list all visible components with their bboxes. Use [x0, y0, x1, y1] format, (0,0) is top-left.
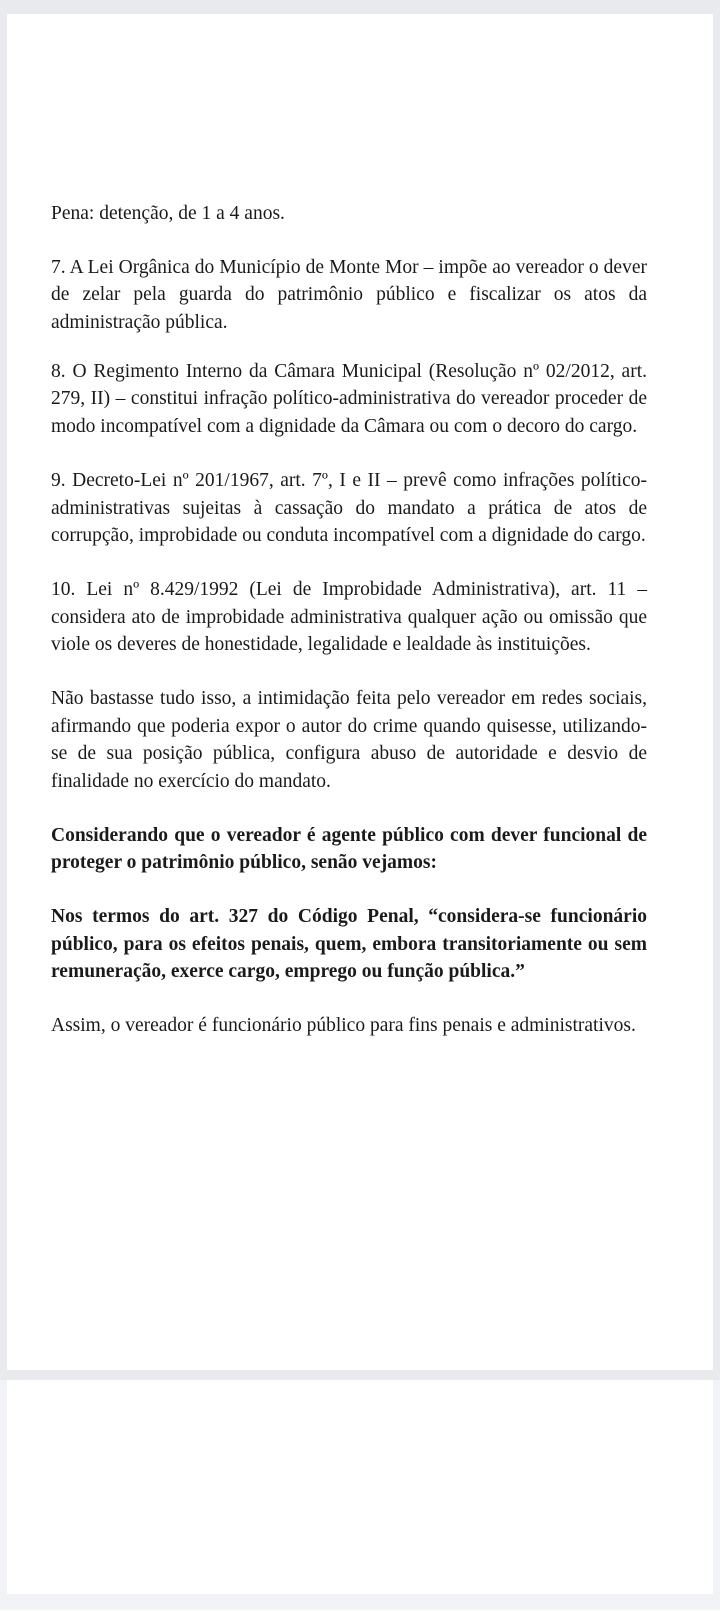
next-page-region [0, 1380, 720, 1610]
paragraph-item-7: 7. A Lei Orgânica do Município de Monte Mor – impõe ao vereador o dever de zelar pela guarda do patrimônio público e fiscalizar os atos da administração pública. [51, 256, 647, 334]
paragraph-item-9: 9. Decreto-Lei nº 201/1967, art. 7º, I e II – prevê como infrações político-administrativas sujeitas à cassação do mandato a prática de atos de corrupção, improbidade ou conduta incompatível com a dignidade do cargo. [51, 469, 647, 547]
page-separator [0, 1370, 720, 1380]
paragraph-conclusao: Assim, o vereador é funcionário público para fins penais e administrativos. [51, 1015, 636, 1037]
paragraph-item-8: 8. O Regimento Interno da Câmara Municipal (Resolução nº 02/2012, art. 279, II) – constitui infração político-administrativa do vereador proceder de modo incompatível com a dignidade da Câmara ou com o decoro do cargo. [51, 360, 647, 438]
paragraph-art-327: Nos termos do art. 327 do Código Penal, “considera-se funcionário público, para os efeitos penais, quem, embora transitoriamente ou sem remuneração, exerce cargo, emprego ou função pública.” [51, 906, 647, 983]
next-document-page [7, 1380, 713, 1594]
paragraph-intimidacao: Não bastasse tudo isso, a intimidação feita pelo vereador em redes sociais, afirmando que poderia expor o autor do crime quando quisesse, utilizando-se de sua posição pública, configura abuso de autoridade e desvio de finalidade no exercício do mandato. [51, 687, 647, 792]
paragraph-item-10: 10. Lei nº 8.429/1992 (Lei de Improbidade Administrativa), art. 11 – considera ato de improbidade administrativa qualquer ação ou omissão que viole os deveres de honestidade, legalidade e lealdade às instituições. [51, 578, 647, 656]
paragraph-considerando: Considerando que o vereador é agente público com dever funcional de proteger o patrimônio público, senão vejamos: [51, 824, 647, 874]
paragraph-pena: Pena: detenção, de 1 a 4 anos. [51, 203, 285, 224]
page-content [7, 14, 713, 1040]
viewer-top-gutter [0, 0, 720, 14]
document-page [7, 14, 713, 1370]
